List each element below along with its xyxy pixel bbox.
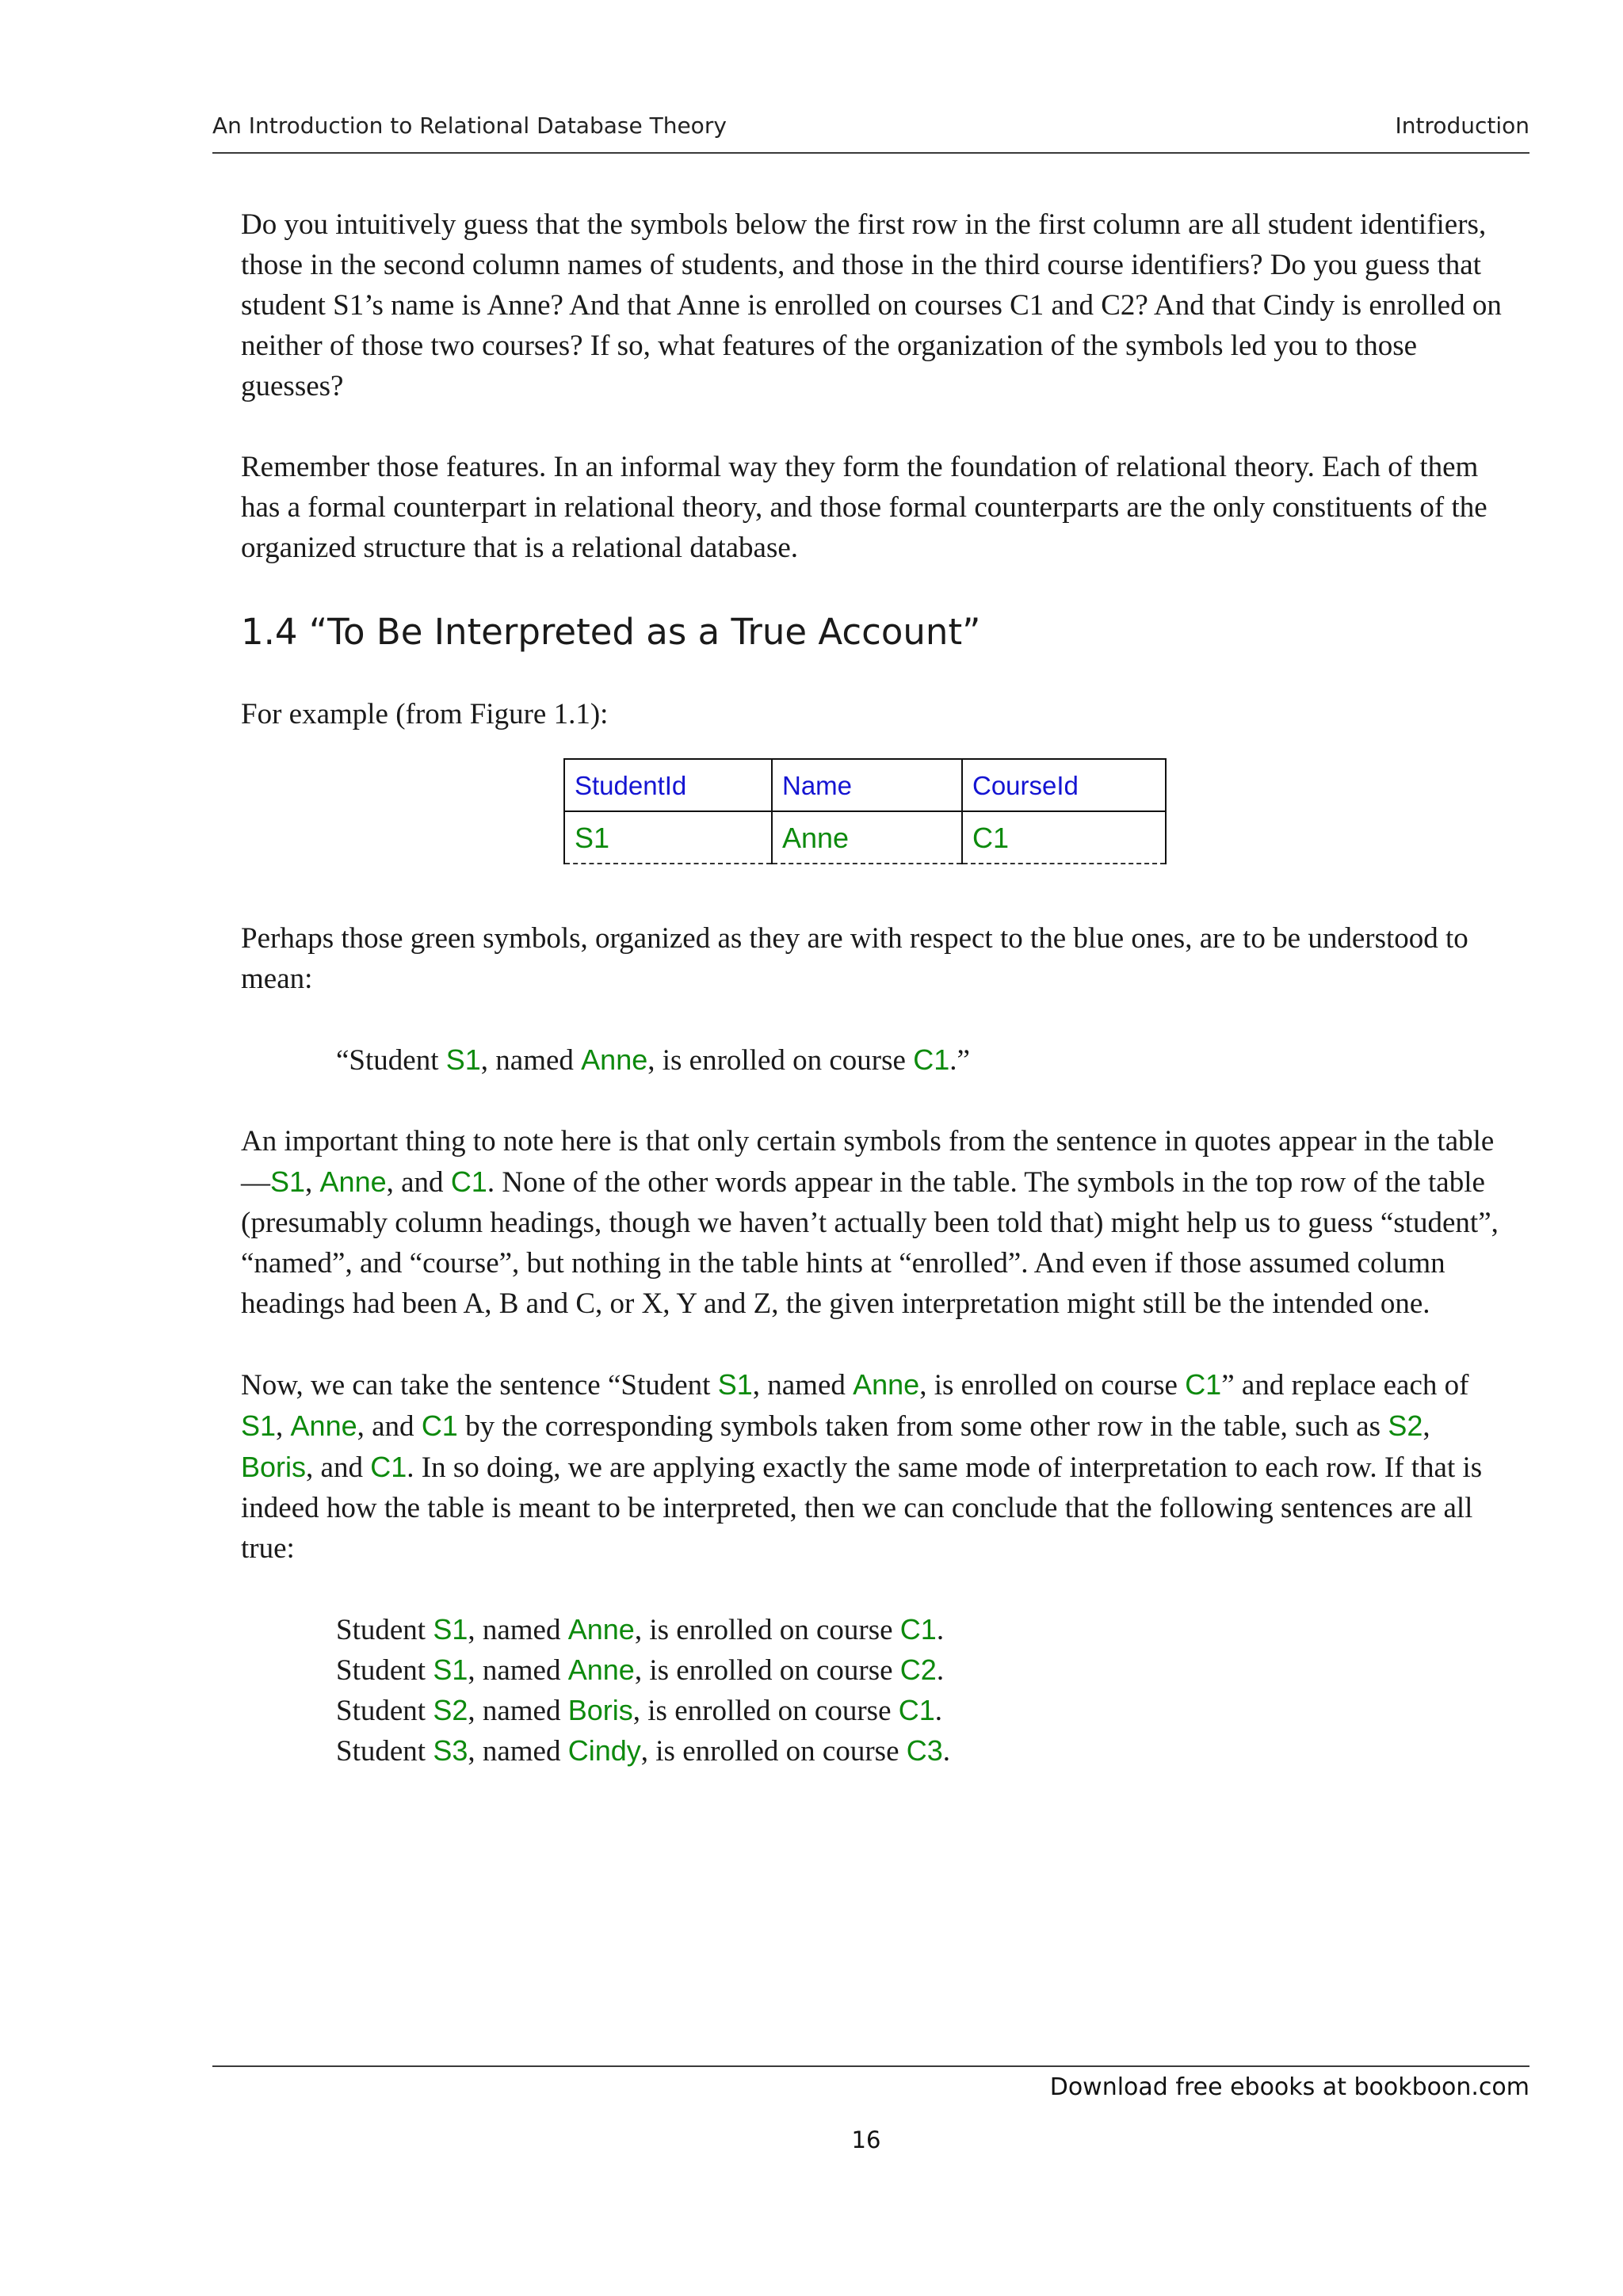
true-sentences-list xyxy=(336,1609,1509,1771)
quote-named: , named xyxy=(480,1044,582,1077)
download-link[interactable]: Download free ebooks at bookboon.com xyxy=(1049,2073,1529,2101)
sentence-line: Student S2, named Boris, is enrolled on course C1. xyxy=(336,1694,943,1727)
symbol-s1: S1 xyxy=(270,1165,306,1198)
header-studentid: StudentId xyxy=(564,759,772,811)
paragraph-remember-features: Remember those features. In an informal way they form the foundation of relational theory. Each of them has a formal counterpart in relational theory, and those formal counterparts are the only constituents of the organized structure that is a relational database. xyxy=(241,451,1487,564)
symbol-s2: S2 xyxy=(1388,1409,1423,1442)
symbol-c1: C1 xyxy=(370,1451,407,1483)
footer-divider xyxy=(212,2065,1529,2067)
quote-enrolled: , is enrolled on course xyxy=(647,1044,914,1077)
header-courseid: CourseId xyxy=(962,759,1166,811)
symbol-s1: S1 xyxy=(717,1368,753,1401)
relation-table xyxy=(563,758,1167,864)
sentence-line: Student S3, named Cindy, is enrolled on course C3. xyxy=(336,1734,951,1768)
paragraph-now-we-can: Now, we can take the sentence “Student S1, named Anne, is enrolled on course C1” and replace each of S1, Anne, and C1 by the corresponding symbols taken from some other row in the table, such as S2, Boris, and C1. In so doing, we are applying exactly the same mode of interpretation to each row. If that is indeed how the table is meant to be interpreted, then we can conclude that the following sentences are all true: xyxy=(241,1368,1483,1565)
symbol-s1: S1 xyxy=(241,1409,277,1442)
sentence-line: Student S1, named Anne, is enrolled on course C2. xyxy=(336,1653,945,1687)
quote-course-id: C1 xyxy=(913,1043,950,1076)
quote-name: Anne xyxy=(581,1043,648,1076)
symbol-c1: C1 xyxy=(1185,1368,1222,1401)
page-number: 16 xyxy=(851,2126,881,2153)
paragraph-perhaps: Perhaps those green symbols, organized as they are with respect to the blue ones, are to be understood to mean: xyxy=(241,922,1468,995)
chapter-title: Introduction xyxy=(1395,113,1529,139)
quote-student-id: S1 xyxy=(445,1043,481,1076)
relation-table-wrap xyxy=(241,758,1509,879)
header-name: Name xyxy=(772,759,962,811)
paragraph-important-thing: An important thing to note here is that only certain symbols from the sentence in quotes appear in the table—S1, Anne, and C1. None of the other words appear in the table. The symbols in the top row of the table (presumably column headings, though we haven’t actually been told that) might help us to guess “student”, “named”, and “course”, but nothing in the table hints at “enrolled”. And even if those assumed column headings had been A, B and C, or X, Y and Z, the given interpretation might still be the intended one. xyxy=(241,1125,1499,1320)
symbol-c1: C1 xyxy=(450,1165,487,1198)
section-heading: 1.4 “To Be Interpreted as a True Account” xyxy=(241,611,981,653)
symbol-boris: Boris xyxy=(241,1451,307,1483)
example-intro: For example (from Figure 1.1): xyxy=(241,698,609,730)
paragraph-intuitive-guess: Do you intuitively guess that the symbols below the first row in the first column are all student identifiers, those in the second column names of students, and those in the third course identifiers? Do you guess that student S1’s name is Anne? And that Anne is enrolled on courses C1 and C2? And that Cindy is enrolled on neither of those two courses? If so, what features of the organization of the symbols led you to those guesses? xyxy=(241,208,1502,402)
symbol-c1: C1 xyxy=(421,1409,458,1442)
cell-name: Anne xyxy=(772,811,962,864)
quoted-interpretation xyxy=(336,1039,1509,1081)
cell-studentid: S1 xyxy=(564,811,772,864)
running-header xyxy=(212,109,1529,154)
page-body xyxy=(241,204,1509,1771)
quote-close: .” xyxy=(949,1044,970,1077)
symbol-anne: Anne xyxy=(319,1165,387,1198)
sentence-line: Student S1, named Anne, is enrolled on course C1. xyxy=(336,1613,945,1646)
symbol-anne: Anne xyxy=(290,1409,357,1442)
symbol-anne: Anne xyxy=(853,1368,920,1401)
quote-open: “Student xyxy=(336,1044,446,1077)
cell-courseid: C1 xyxy=(962,811,1166,864)
book-title: An Introduction to Relational Database Theory xyxy=(212,113,727,139)
